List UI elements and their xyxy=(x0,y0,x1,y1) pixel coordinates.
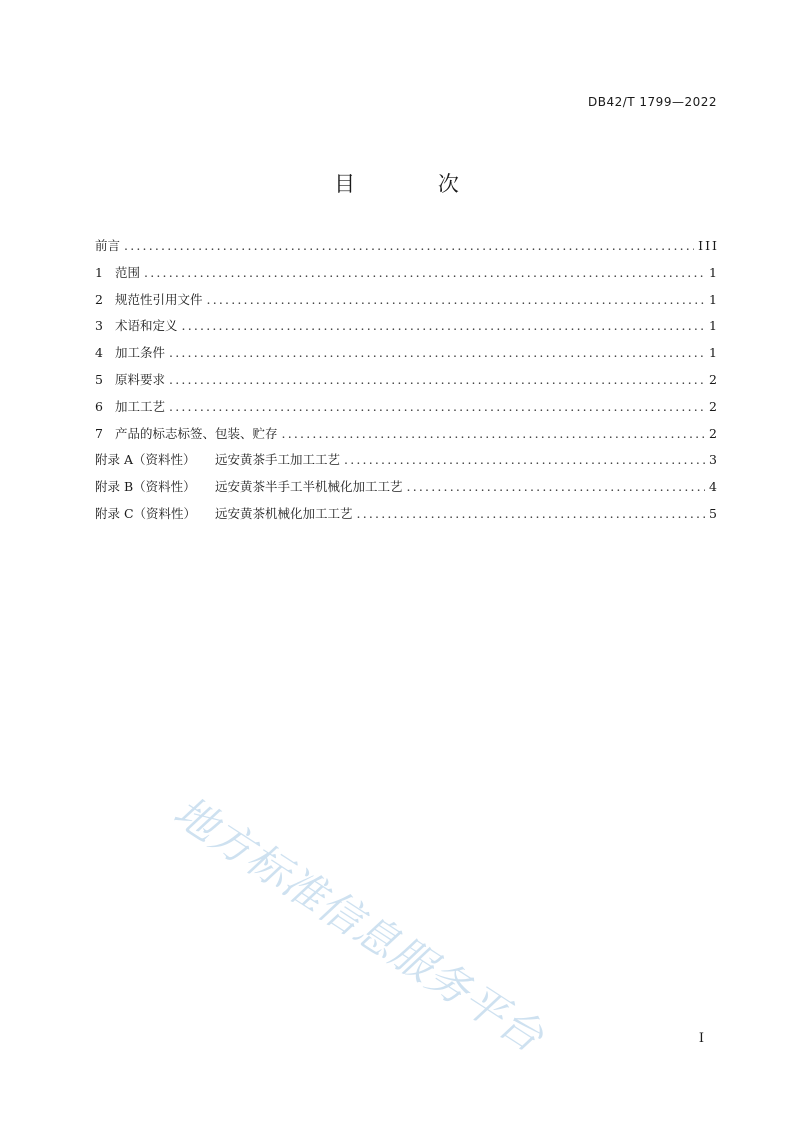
toc-entry-number: 7 xyxy=(95,425,103,441)
toc-entry-label: 产品的标志标签、包装、贮存 xyxy=(115,425,278,441)
toc-entry-page: 1 xyxy=(709,264,719,280)
toc-entry-foreword[interactable] xyxy=(95,236,717,263)
toc-entry-number: 6 xyxy=(95,398,103,414)
standard-code: DB42/T 1799—2022 xyxy=(587,95,717,109)
toc-leader-dots xyxy=(282,426,706,441)
toc-entry-processing-technology[interactable] xyxy=(95,397,717,424)
toc-leader-dots xyxy=(169,345,705,360)
toc-entry-number: 4 xyxy=(95,345,103,361)
toc-entry-label: 规范性引用文件 xyxy=(115,291,203,307)
toc-leader-dots xyxy=(407,479,706,494)
toc-leader-dots xyxy=(207,292,706,307)
toc-entry-label: 远安黄茶机械化加工工艺 xyxy=(215,505,353,521)
toc-entry-normative-references[interactable] xyxy=(95,290,717,317)
page-title: 目 次 xyxy=(334,172,497,196)
toc-entry-appendix-b[interactable] xyxy=(95,477,717,504)
toc-leader-dots xyxy=(182,318,706,333)
toc-entry-number: 3 xyxy=(95,318,103,334)
toc-appendix-tag: 附录 C（资料性） xyxy=(95,505,197,521)
toc-entry-page: 3 xyxy=(709,452,719,468)
toc-entry-page: 2 xyxy=(709,398,719,414)
toc-entry-label: 远安黄茶手工加工工艺 xyxy=(215,452,341,468)
toc-entry-page: 5 xyxy=(709,505,719,521)
toc-leader-dots xyxy=(344,452,705,467)
watermark: 地方标准信息服务平台 xyxy=(165,786,553,1062)
toc-entry-label: 术语和定义 xyxy=(115,318,178,334)
toc-entry-terms-definitions[interactable] xyxy=(95,316,717,343)
toc-leader-dots xyxy=(124,238,694,253)
toc-entry-page: 1 xyxy=(709,318,719,334)
toc-entry-label: 原料要求 xyxy=(115,371,166,387)
toc-leader-dots xyxy=(357,506,706,521)
toc-entry-page: 1 xyxy=(709,291,719,307)
toc-entry-label: 远安黄茶半手工半机械化加工工艺 xyxy=(215,479,403,495)
toc-entry-page: III xyxy=(698,238,719,253)
toc-entry-raw-material[interactable] xyxy=(95,370,717,397)
toc-appendix-tag: 附录 B（资料性） xyxy=(95,479,196,495)
page-number: I xyxy=(698,1031,704,1046)
toc-entry-appendix-c[interactable] xyxy=(95,504,717,531)
toc-appendix-tag: 附录 A（资料性） xyxy=(95,452,196,468)
toc-entry-page: 2 xyxy=(709,425,719,441)
toc-leader-dots xyxy=(169,399,705,414)
toc-entry-label: 范围 xyxy=(115,264,141,280)
toc-entry-number: 2 xyxy=(95,291,103,307)
toc-leader-dots xyxy=(144,265,705,280)
toc-entry-page: 4 xyxy=(709,479,719,495)
toc-leader-dots xyxy=(169,372,705,387)
toc-entry-processing-conditions[interactable] xyxy=(95,343,717,370)
toc-entry-marking-packaging-storage[interactable] xyxy=(95,424,717,451)
toc-entry-label: 加工工艺 xyxy=(115,398,166,414)
table-of-contents xyxy=(95,236,717,531)
toc-entry-number: 1 xyxy=(95,264,103,280)
toc-entry-page: 2 xyxy=(709,371,719,387)
toc-entry-number: 5 xyxy=(95,371,103,387)
toc-entry-label: 前言 xyxy=(95,238,121,253)
toc-entry-page: 1 xyxy=(709,345,719,361)
toc-entry-scope[interactable] xyxy=(95,263,717,290)
toc-entry-label: 加工条件 xyxy=(115,345,166,361)
toc-entry-appendix-a[interactable] xyxy=(95,450,717,477)
